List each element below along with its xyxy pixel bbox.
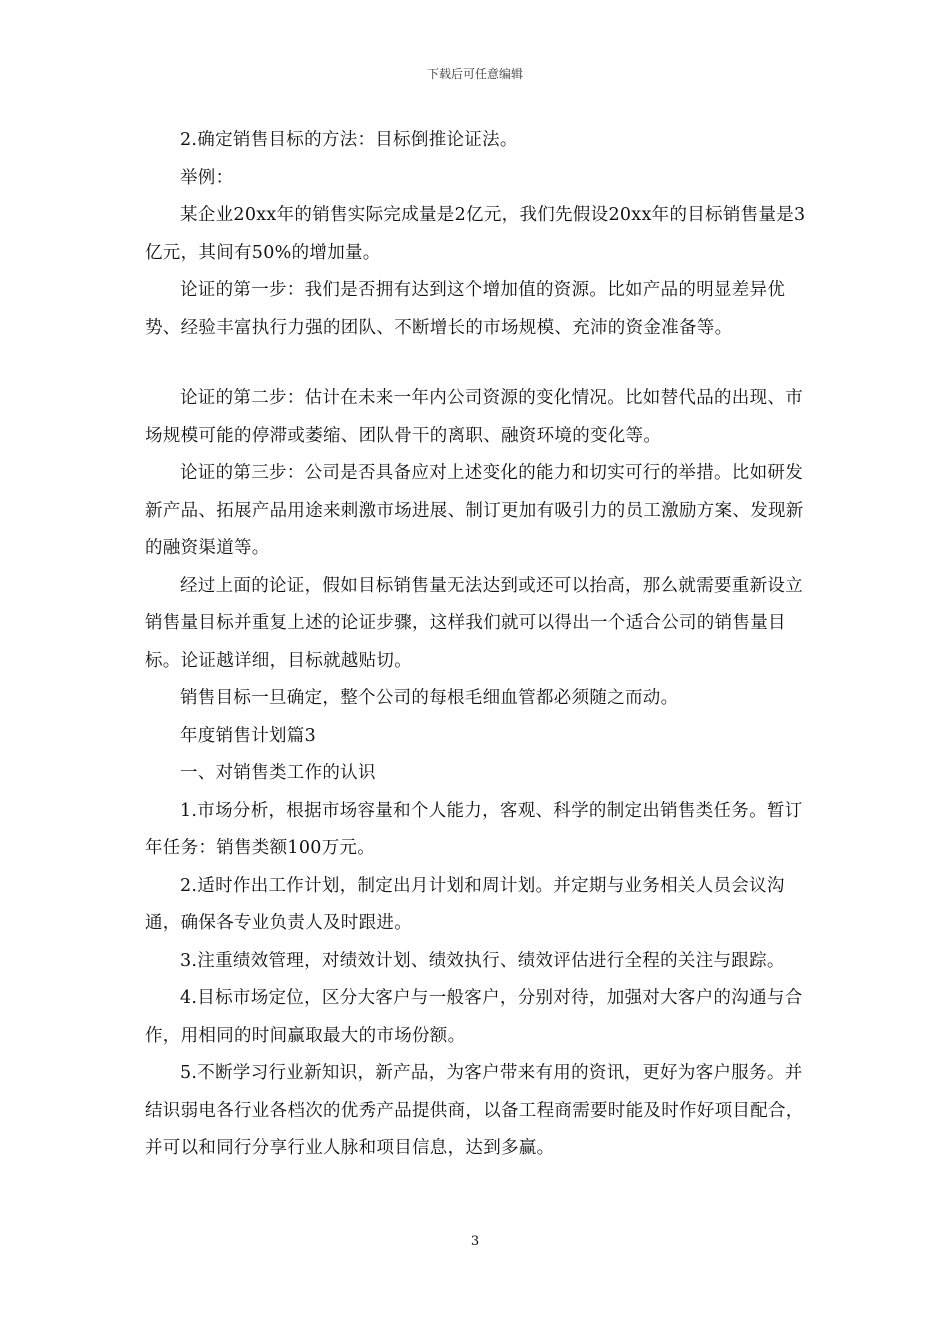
paragraph-target-set: 销售目标一旦确定，整个公司的每根毛细血管都必须随之而动。 <box>180 688 679 708</box>
paragraph-step-one: 论证的第一步：我们是否拥有达到这个增加值的资源。比如产品的明显差异优势、经验丰富执行力强的团队、不断增长的市场规模、充沛的资金准备等。 <box>145 280 786 338</box>
paragraph-example-label: 举例： <box>180 167 234 188</box>
page-header-note: 下载后可任意编辑 <box>426 67 523 81</box>
section-title: 年度销售计划篇3 <box>180 725 317 746</box>
paragraph-step-three: 论证的第三步：公司是否具备应对上述变化的能力和切实可行的举措。比如研发新产品、拓展产品用途来刺激市场进展、制订更加有吸引力的员工激励方案、发现新的融资渠道等。 <box>145 463 804 558</box>
page-number: 3 <box>470 1234 480 1249</box>
paragraph-step-two: 论证的第二步：估计在未来一年内公司资源的变化情况。比如替代品的出现、市场规模可能的停滞或萎缩、团队骨干的离职、融资环境的变化等。 <box>145 388 803 446</box>
list-item-4: 4.目标市场定位，区分大客户与一般客户，分别对待，加强对大客户的沟通与合作，用相同的时间赢取最大的市场份额。 <box>145 988 803 1046</box>
list-item-1: 1.市场分析，根据市场容量和个人能力，客观、科学的制定出销售类任务。暂订年任务：销售类额100万元。 <box>145 800 803 858</box>
subsection-title: 一、对销售类工作的认识 <box>180 763 376 783</box>
document-body <box>145 122 817 1168</box>
paragraph-method: 2.确定销售目标的方法：目标倒推论证法。 <box>180 130 518 150</box>
list-item-2: 2.适时作出工作计划，制定出月计划和周计划。并定期与业务相关人员会议沟通，确保各专业负责人及时跟进。 <box>145 875 785 933</box>
paragraph-example: 某企业20xx年的销售实际完成量是2亿元，我们先假设20xx年的目标销售量是3亿元，其间有50%的增加量。 <box>145 205 806 263</box>
paragraph-conclusion: 经过上面的论证，假如目标销售量无法达到或还可以抬高，那么就需要重新设立销售量目标并重复上述的论证步骤，这样我们就可以得出一个适合公司的销售量目标。论证越详细，目标就越贴切。 <box>145 575 803 671</box>
list-item-3: 3.注重绩效管理，对绩效计划、绩效执行、绩效评估进行全程的关注与跟踪。 <box>180 950 785 971</box>
list-item-5: 5.不断学习行业新知识，新产品，为客户带来有用的资讯，更好为客户服务。并结识弱电各行业各档次的优秀产品提供商，以备工程商需要时能及时作好项目配合，并可以和同行分享行业人脉和项目信息，达到多赢。 <box>145 1063 804 1158</box>
